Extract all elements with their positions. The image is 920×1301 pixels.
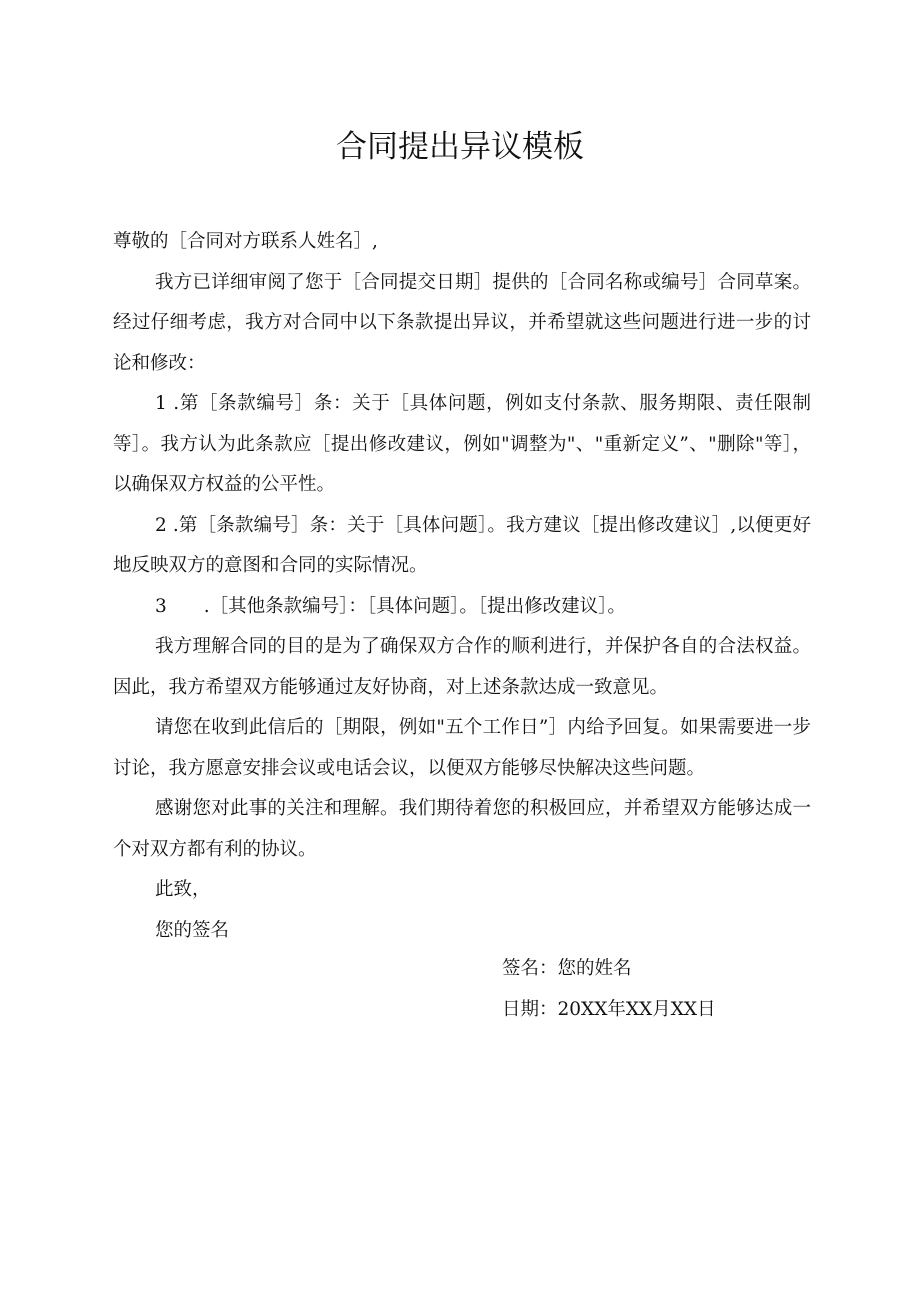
signature-name: 签名：您的姓名 <box>502 958 632 979</box>
paragraph-intro: 我方已详细审阅了您于［合同提交日期］提供的［合同名称或编号］合同草案。经过仔细考虑，我方对合同中以下条款提出异议，并希望就这些问题进行进一步的讨论和修改： <box>113 271 811 374</box>
paragraph-thanks: 感谢您对此事的关注和理解。我们期待着您的积极回应，并希望双方能够达成一个对双方都有利的协议。 <box>113 798 811 860</box>
paragraph-clause-3: 3 .［其他条款编号］：［具体问题］。［提出修改建议］。 <box>155 595 626 617</box>
paragraph-purpose: 我方理解合同的目的是为了确保双方合作的顺利进行，并保护各自的合法权益。因此，我方希望双方能够通过友好协商，对上述条款达成一致意见。 <box>113 636 811 698</box>
your-signature: 您的签名 <box>155 919 230 941</box>
letter-body <box>113 222 811 951</box>
closing: 此致， <box>155 879 211 900</box>
signature-block <box>502 948 716 1030</box>
paragraph-clause-2: 2 .第［条款编号］条：关于［具体问题］。我方建议［提出修改建议］,以便更好地反映双方的意图和合同的实际情况。 <box>113 514 811 576</box>
signature-date: 日期：20XX年XX月XX日 <box>502 999 716 1020</box>
paragraph-reply-request: 请您在收到此信后的［期限，例如"五个工作日”］内给予回复。如果需要进一步讨论，我方愿意安排会议或电话会议，以便双方能够尽快解决这些问题。 <box>113 717 811 779</box>
document-title: 合同提出异议模板 <box>336 129 584 165</box>
salutation: 尊敬的［合同对方联系人姓名］, <box>113 231 378 252</box>
paragraph-clause-1: 1 .第［条款编号］条：关于［具体问题，例如支付条款、服务期限、责任限制等］。我方认为此条款应［提出修改建议，例如"调整为"、"重新定义”、"删除"等］，以确保双方权益的公平性。 <box>113 393 811 495</box>
